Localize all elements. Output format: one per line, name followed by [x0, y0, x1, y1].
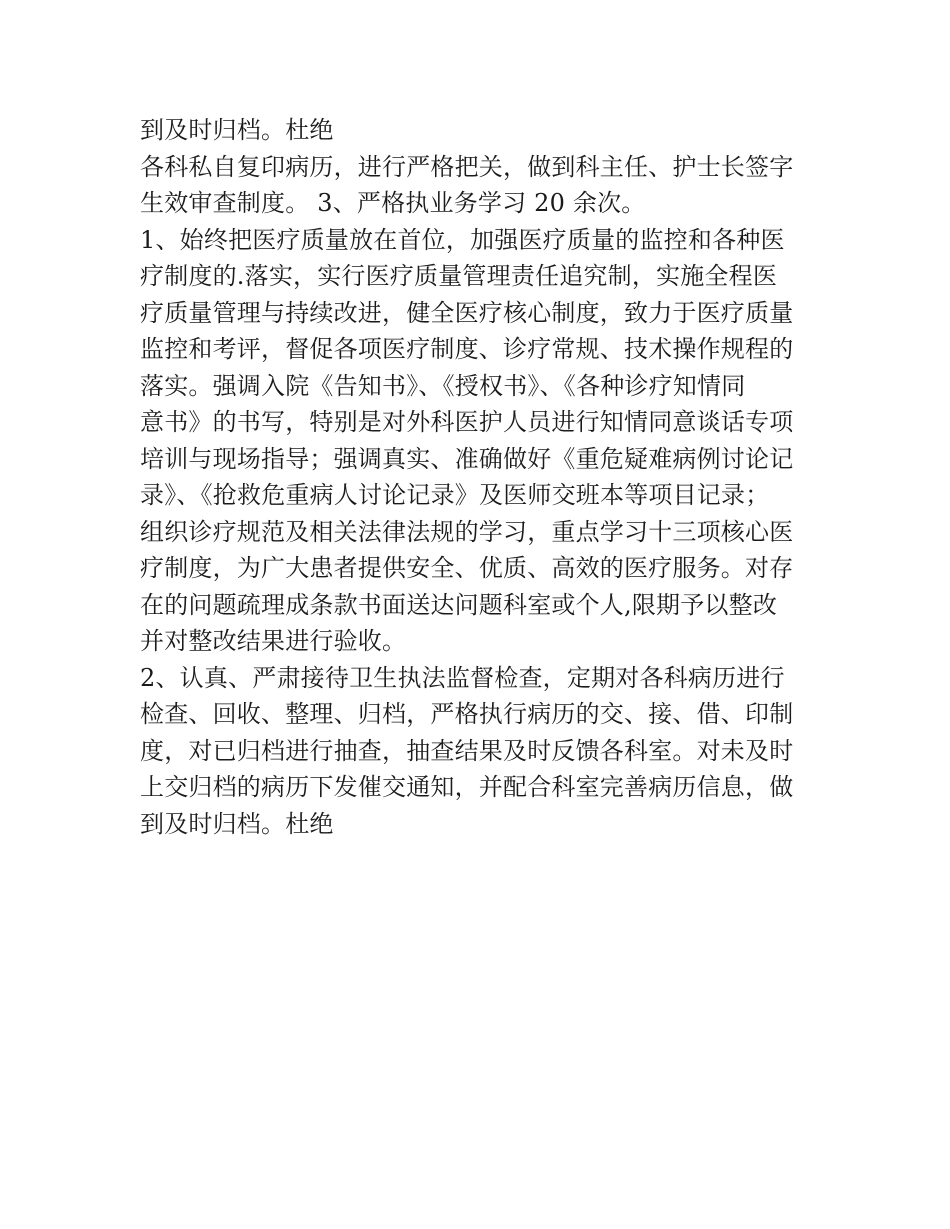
text-line: 度，对已归档进行抽查，抽查结果及时反馈各科室。对未及时 [140, 736, 794, 765]
text-line: 疗质量管理与持续改进，健全医疗核心制度，致力于医疗质量 [140, 298, 794, 327]
text-line: 到及时归档。杜绝 [140, 116, 334, 144]
text-line: 在的问题疏理成条款书面送达问题科室或个人,限期予以整改 [140, 590, 778, 619]
text-line: 意书》的书写，特别是对外科医护人员进行知情同意谈话专项 [140, 408, 794, 436]
text-line: 到及时归档。杜绝 [140, 809, 334, 838]
text-line: 2、认真、严肃接待卫生执法监督检查，定期对各科病历进行 [140, 663, 785, 692]
text-line: 监控和考评，督促各项医疗制度、诊疗常规、技术操作规程的 [140, 335, 794, 363]
text-line: 疗制度，为广大患者提供安全、优质、高效的医疗服务。对存 [140, 554, 794, 582]
document-body [140, 112, 820, 842]
text-line: 生效审查制度。 3、严格执业务学习 20 余次。 [140, 189, 646, 217]
text-line: 上交归档的病历下发催交通知，并配合科室完善病历信息，做 [140, 773, 794, 801]
text-line: 培训与现场指导；强调真实、准确做好《重危疑难病例讨论记 [140, 444, 794, 473]
text-line: 录》、《抢救危重病人讨论记录》及医师交班本等项目记录； [140, 481, 770, 509]
text-line: 落实。强调入院《告知书》、《授权书》、《各种诊疗知情同 [140, 371, 746, 400]
text-line: 检查、回收、整理、归档，严格执行病历的交、接、借、印制 [140, 700, 794, 728]
text-line: 各科私自复印病历，进行严格把关，做到科主任、护士长签字 [140, 152, 794, 181]
text-line: 1、始终把医疗质量放在首位，加强医疗质量的监控和各种医 [140, 225, 785, 254]
text-line: 疗制度的.落实，实行医疗质量管理责任追究制，实施全程医 [140, 262, 778, 290]
text-line: 组织诊疗规范及相关法律法规的学习，重点学习十三项核心医 [140, 517, 794, 546]
text-line: 并对整改结果进行验收。 [140, 627, 407, 655]
